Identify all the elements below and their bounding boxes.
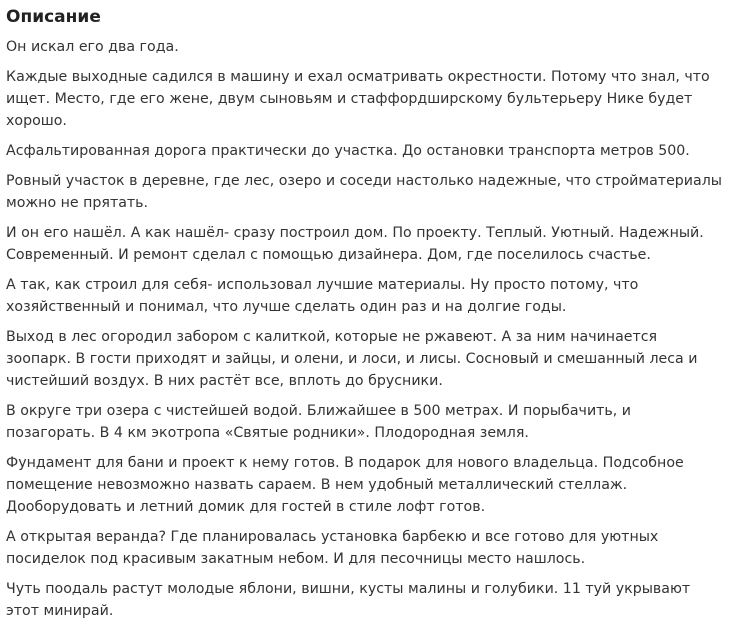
description-paragraph: Асфальтированная дорога практически до участка. До остановки транспорта метров 500. — [6, 143, 690, 159]
description-paragraph: Чуть поодаль растут молодые яблони, вишни, кусты малины и голубики. 11 туй укрывают этот минирай. — [6, 581, 691, 619]
description-paragraph: Выход в лес огородил забором с калиткой, которые не ржавеют. А за ним начинается зоопарк. В гости приходят и зайцы, и олени, и лоси, и лисы. Сосновый и смешанный леса и чистейший воздух. В них растёт все, вплоть до брусники. — [6, 329, 698, 389]
description-paragraph: А так, как строил для себя- использовал лучшие материалы. Ну просто потому, что хозяйственный и понимал, что лучше сделать один раз и на долгие годы. — [6, 277, 639, 315]
description-paragraph: Ровный участок в деревне, где лес, озеро и соседи настолько надежные, что стройматериалы можно не прятать. — [6, 173, 722, 211]
description-paragraph: Он искал его два года. — [6, 39, 179, 55]
description-heading: Описание — [6, 7, 101, 27]
description-paragraph: А открытая веранда? Где планировалась установка барбекю и все готово для уютных посиделок под красивым закатным небом. И для песочницы место нашлось. — [6, 529, 659, 567]
description-paragraph: В округе три озера с чистейшей водой. Ближайшее в 500 метрах. И порыбачить, и позагорать. В 4 км экотропа «Святые родники». Плодородная земля. — [6, 403, 632, 441]
description-paragraph: Каждые выходные садился в машину и ехал осматривать окрестности. Потому что знал, что ищет. Место, где его жене, двум сыновьям и стаффордширскому бультерьеру Нике будет хорошо. — [6, 69, 710, 129]
description-paragraph: Фундамент для бани и проект к нему готов. В подарок для нового владельца. Подсобное помещение невозможно назвать сараем. В нем удобный металлический стеллаж. Дооборудовать и летний домик для гостей в стиле лофт готов. — [6, 455, 684, 515]
description-paragraph: И он его нашёл. А как нашёл- сразу построил дом. По проекту. Теплый. Уютный. Надежный. Современный. И ремонт сделал с помощью дизайнера. Дом, где поселилось счастье. — [6, 225, 704, 263]
